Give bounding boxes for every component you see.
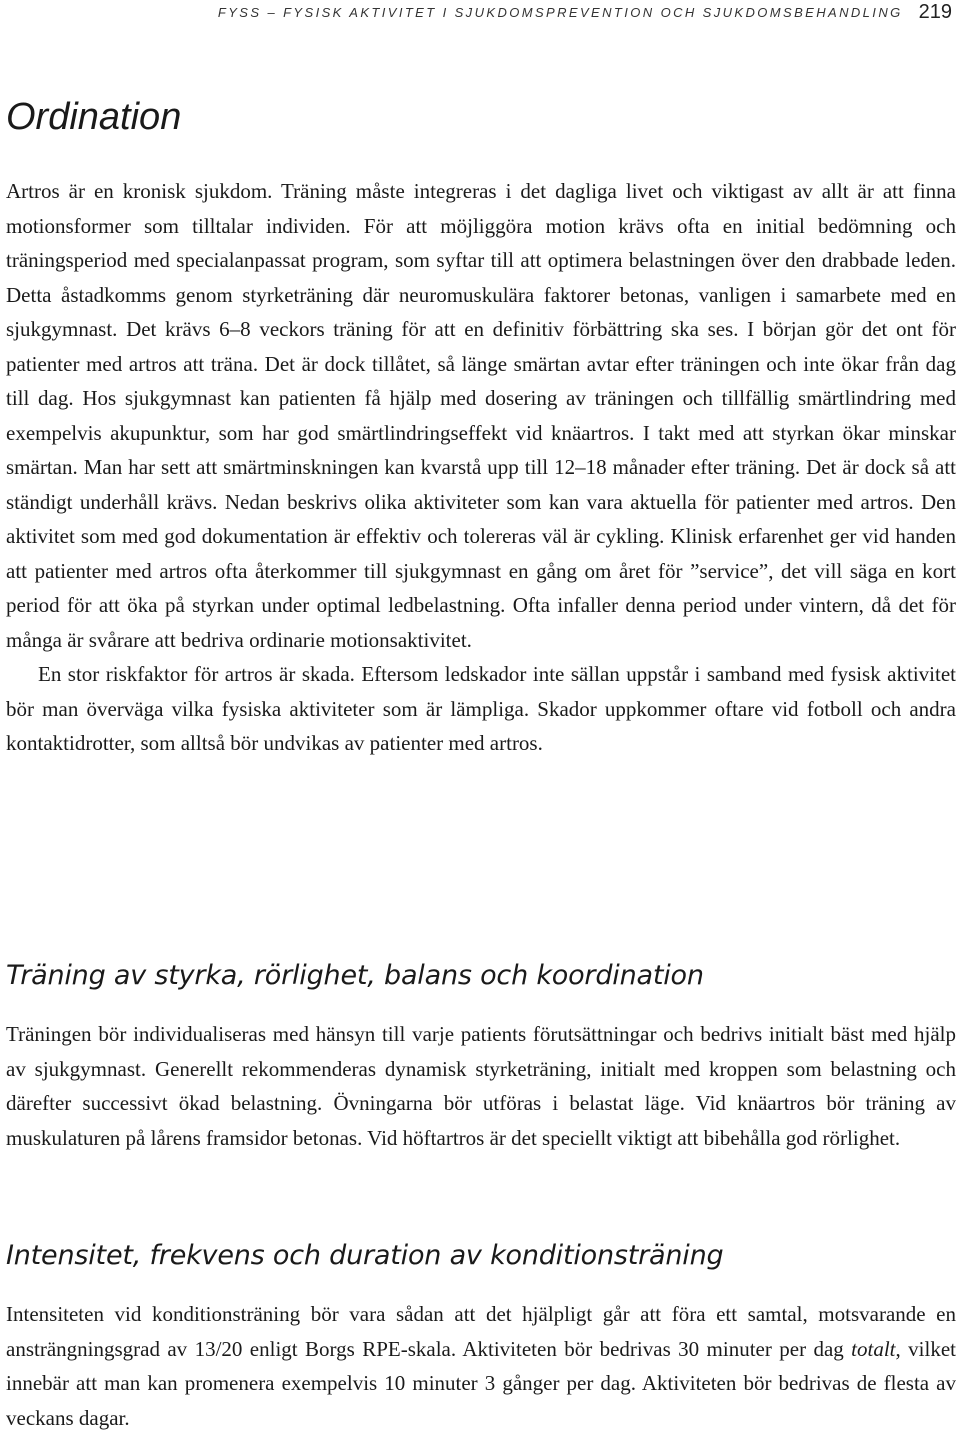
intensitet-emphasis: totalt <box>851 1336 896 1361</box>
running-title: FYSS – FYSISK AKTIVITET I SJUKDOMSPREVENTION OCH SJUKDOMSBEHANDLING <box>217 4 903 20</box>
intensitet-body <box>6 1297 956 1435</box>
styrka-paragraph: Träningen bör individualiseras med hänsyn till varje patients förutsättningar och bedrivs initialt bäst med hjälp av sjukgymnast. Generellt rekommenderas dynamisk styrketräning, initialt med kroppen som belastning och därefter successivt ökad belastning. Övningarna bör utföras i belastat läge. Vid knäartros bör träning av muskulaturen på lårens framsidor betonas. Vid höftartros är det speciellt viktigt att bibehålla god rörlighet. <box>6 1022 956 1150</box>
styrka-body <box>6 1017 956 1155</box>
intensitet-paragraph <box>6 1297 956 1435</box>
intensitet-text-after: , vilket innebär att man kan promenera exempelvis 10 minuter 3 gånger per dag. Aktiviteten bör bedrivas de flesta av veckans dagar. <box>6 1336 956 1430</box>
ordination-paragraph-2: En stor riskfaktor för artros är skada. Eftersom ledskador inte sällan uppstår i samband med fysisk aktivitet bör man överväga vilka fysiska aktiviteter som är lämpliga. Skador uppkommer oftare vid fotboll och andra kontaktidrotter, som alltså bör undvikas av patienter med artros. <box>6 662 956 755</box>
page-number: 219 <box>918 0 952 23</box>
ordination-body <box>6 174 956 761</box>
intensitet-text-before: Intensiteten vid konditionsträning bör vara sådan att det hjälpligt går att föra ett samtal, motsvarande en ansträngningsgrad av 13/20 enligt Borgs RPE-skala. Aktiviteten bör bedrivas 30 minuter per dag <box>6 1302 956 1361</box>
section-title-ordination: Ordination <box>6 96 182 138</box>
heading-styrka: Träning av styrka, rörlighet, balans och koordination <box>6 960 704 991</box>
running-header <box>218 0 952 24</box>
ordination-paragraph-1: Artros är en kronisk sjukdom. Träning måste integreras i det dagliga livet och viktigast av allt är att finna motionsformer som tilltalar individen. För att möjliggöra motion krävs ofta en initial bedömning och träningsperiod med specialanpassat program, som syftar till att optimera belastningen över den drabbade leden. Detta åstadkomms genom styrketräning där neuromuskulära faktorer betonas, vanligen i samarbete med en sjukgymnast. Det krävs 6–8 veckors träning för att en definitiv förbättring ska ses. I början gör det ont för patienter med artros att träna. Det är dock tillåtet, så länge smärtan avtar efter träningen och inte ökar från dag till dag. Hos sjukgymnast kan patienten få hjälp med dosering av träningen och tillfällig smärtlindring med exempelvis akupunktur, som har god smärtlindringseffekt vid knäartros. I takt med att styrkan ökar minskar smärtan. Man har sett att smärtminskningen kan kvarstå upp till 12–18 månader efter träning. Det är dock så att ständigt underhåll krävs. Nedan beskrivs olika aktiviteter som kan vara aktuella för patienter med artros. Den aktivitet som med god dokumentation är effektiv och tolereras väl är cykling. Klinisk erfarenhet ger vid handen att patienter med artros ofta återkommer till sjukgymnast en gång om året för ”service”, det vill säga en kort period för att öka på styrkan under optimal ledbelastning. Ofta infaller denna period under vintern, då det för många är svårare att bedriva ordinarie motionsaktivitet. <box>6 179 956 652</box>
heading-intensitet: Intensitet, frekvens och duration av konditionsträning <box>6 1240 724 1271</box>
